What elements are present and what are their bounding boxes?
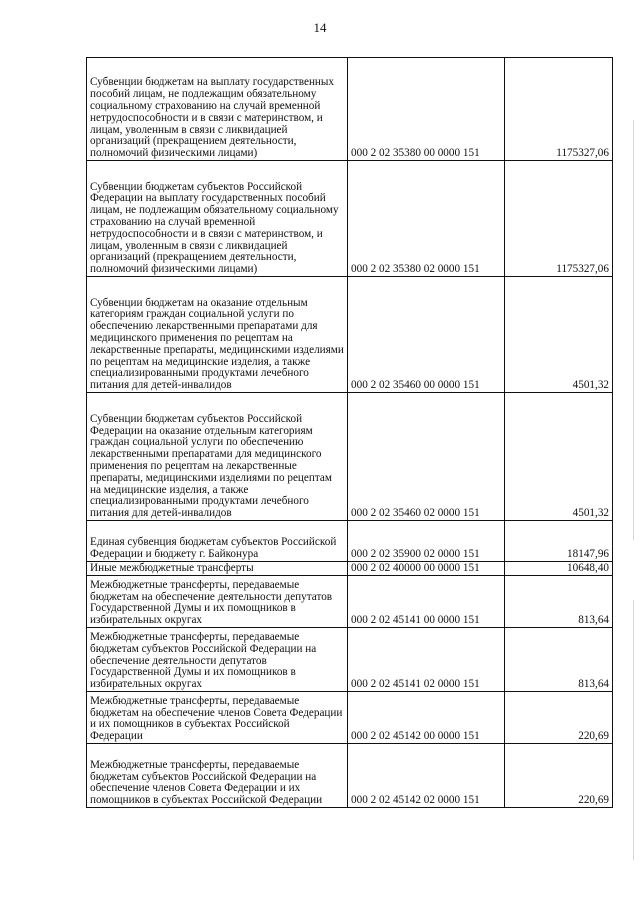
amount-cell: 1175327,06 bbox=[505, 58, 613, 161]
table-row bbox=[87, 628, 613, 692]
budget-code-cell: 000 2 02 45141 02 0000 151 bbox=[348, 628, 505, 692]
amount-cell: 10648,40 bbox=[505, 562, 613, 576]
page-number: 14 bbox=[313, 20, 327, 35]
scan-edge-mark bbox=[633, 120, 634, 540]
amount-cell: 18147,96 bbox=[505, 521, 613, 562]
revenue-name-cell: Межбюджетные трансферты, передаваемые бюджетам субъектов Российской Федерации на обеспечение членов Совета Федерации и их помощников в субъектах Российской Федерации bbox=[87, 744, 348, 808]
budget-code-cell: 000 2 02 35460 02 0000 151 bbox=[348, 393, 505, 521]
table-row bbox=[87, 562, 613, 576]
table-row bbox=[87, 521, 613, 562]
table-row bbox=[87, 744, 613, 808]
table-row bbox=[87, 277, 613, 393]
amount-cell: 220,69 bbox=[505, 692, 613, 744]
scan-edge-mark bbox=[633, 600, 634, 860]
revenue-name-cell: Субвенции бюджетам на оказание отдельным категориям граждан социальной услуги по обеспечению лекарственными препаратами для медицинского применения по рецептам на лекарственные препараты, медицинскими изделиями по рецептам на медицинские изделия, а также специализированными продуктами лечебного питания для детей-инвалидов bbox=[87, 277, 348, 393]
budget-code-cell: 000 2 02 35900 02 0000 151 bbox=[348, 521, 505, 562]
budget-code-cell: 000 2 02 35380 02 0000 151 bbox=[348, 161, 505, 277]
amount-cell: 4501,32 bbox=[505, 277, 613, 393]
amount-cell: 1175327,06 bbox=[505, 161, 613, 277]
amount-cell: 4501,32 bbox=[505, 393, 613, 521]
budget-code-cell: 000 2 02 45142 00 0000 151 bbox=[348, 692, 505, 744]
amount-cell: 220,69 bbox=[505, 744, 613, 808]
budget-code-cell: 000 2 02 35460 00 0000 151 bbox=[348, 277, 505, 393]
budget-code-cell: 000 2 02 45141 00 0000 151 bbox=[348, 576, 505, 628]
table-row bbox=[87, 161, 613, 277]
revenue-name-cell: Межбюджетные трансферты, передаваемые бюджетам на обеспечение деятельности депутатов Государственной Думы и их помощников в избирательных округах bbox=[87, 576, 348, 628]
amount-cell: 813,64 bbox=[505, 628, 613, 692]
revenue-name-cell: Субвенции бюджетам субъектов Российской Федерации на выплату государственных пособий лицам, не подлежащим обязательному социальному страхованию на случай временной нетрудоспособности и в связи с материнством, и лицам, уволенным в связи с ликвидацией организаций (прекращением деятельности, полномочий физическими лицами) bbox=[87, 161, 348, 277]
table-row bbox=[87, 692, 613, 744]
revenue-name-cell: Иные межбюджетные трансферты bbox=[87, 562, 348, 576]
budget-revenue-table bbox=[86, 57, 613, 808]
amount-cell: 813,64 bbox=[505, 576, 613, 628]
table-row bbox=[87, 393, 613, 521]
revenue-name-cell: Субвенции бюджетам субъектов Российской Федерации на оказание отдельным категориям граждан социальной услуги по обеспечению лекарственными препаратами для медицинского применения по рецептам на лекарственные препараты, медицинскими изделиями по рецептам на медицинские изделия, а также специализированными продуктами лечебного питания для детей-инвалидов bbox=[87, 393, 348, 521]
revenue-name-cell: Межбюджетные трансферты, передаваемые бюджетам субъектов Российской Федерации на обеспечение деятельности депутатов Государственной Думы и их помощников в избирательных округах bbox=[87, 628, 348, 692]
budget-code-cell: 000 2 02 35380 00 0000 151 bbox=[348, 58, 505, 161]
budget-code-cell: 000 2 02 40000 00 0000 151 bbox=[348, 562, 505, 576]
revenue-name-cell: Единая субвенция бюджетам субъектов Российской Федерации и бюджету г. Байконура bbox=[87, 521, 348, 562]
table-row bbox=[87, 576, 613, 628]
budget-code-cell: 000 2 02 45142 02 0000 151 bbox=[348, 744, 505, 808]
revenue-name-cell: Межбюджетные трансферты, передаваемые бюджетам на обеспечение членов Совета Федерации и их помощников в субъектах Российской Федерации bbox=[87, 692, 348, 744]
table-row bbox=[87, 58, 613, 161]
revenue-name-cell: Субвенции бюджетам на выплату государственных пособий лицам, не подлежащим обязательному социальному страхованию на случай временной нетрудоспособности и в связи с материнством, и лицам, уволенным в связи с ликвидацией организаций (прекращением деятельности, полномочий физическими лицами) bbox=[87, 58, 348, 161]
